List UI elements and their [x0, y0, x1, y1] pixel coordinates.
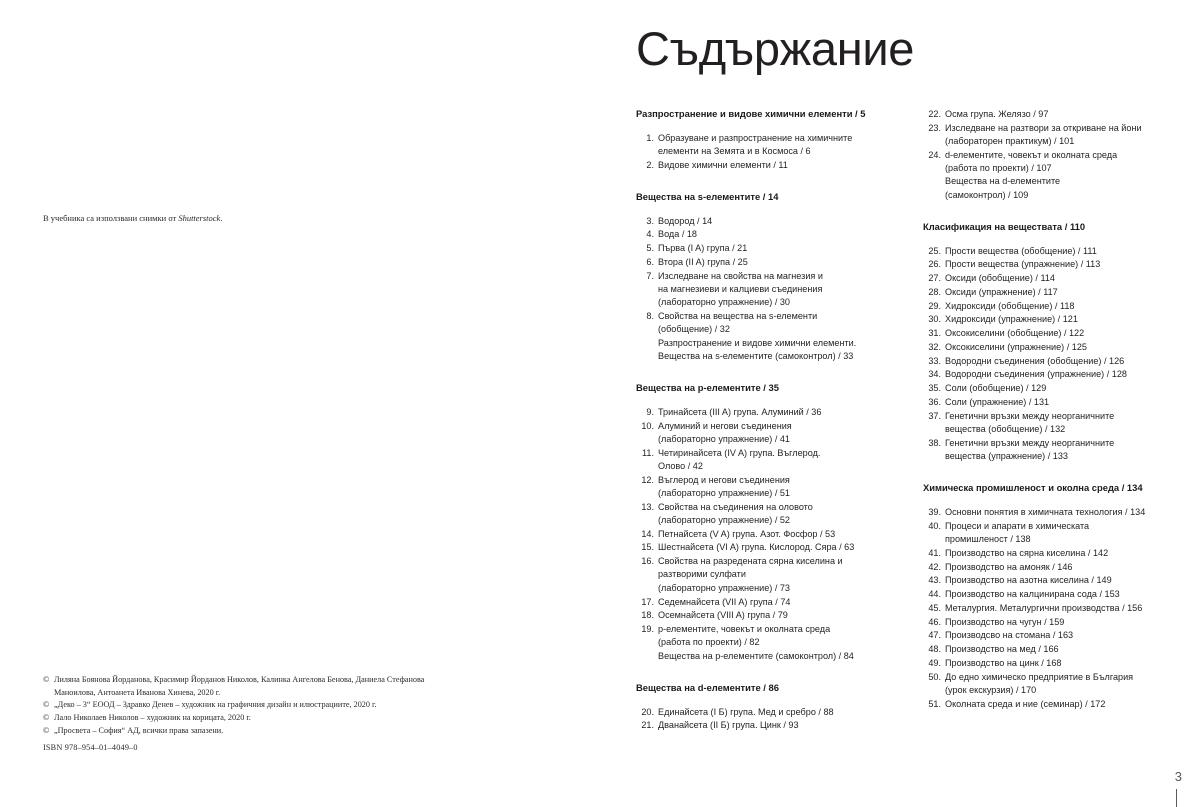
toc-entry-line: разтворими сулфати	[658, 569, 746, 580]
toc-entry-line: Изследване на свойства на магнезия и	[658, 270, 823, 281]
toc-entry[interactable]	[636, 528, 894, 541]
toc-entry-number: 48.	[928, 644, 941, 655]
toc-entry-text	[658, 132, 894, 159]
toc-columns	[636, 108, 1181, 752]
toc-entry-text	[945, 272, 1181, 285]
toc-entry-line: Вещества на p-елементите (самоконтрол) / 84	[658, 650, 854, 661]
toc-entry-text	[658, 420, 894, 447]
toc-entry-text	[658, 256, 894, 269]
toc-entry-number: 35.	[928, 383, 941, 394]
toc-entry[interactable]	[923, 602, 1181, 615]
toc-entry-line: (лабораторно упражнение) / 30	[658, 297, 790, 308]
toc-entry[interactable]	[923, 382, 1181, 395]
toc-entry-text	[945, 671, 1181, 698]
toc-entry-line: Осма група. Желязо / 97	[945, 109, 1049, 119]
toc-entry-number: 44.	[928, 589, 941, 600]
toc-entry[interactable]	[923, 122, 1181, 149]
toc-entry-line: p-елементите, човекът и околната среда	[658, 624, 831, 635]
toc-entry-text	[945, 327, 1181, 340]
toc-entry-number: 15.	[641, 542, 654, 553]
toc-entry-line: Вода / 18	[658, 229, 697, 240]
toc-entry-text	[658, 215, 894, 228]
toc-entry-number: 30.	[928, 314, 941, 325]
toc-section-heading: Вещества на d-елементите / 86	[636, 681, 779, 693]
toc-entry[interactable]	[923, 671, 1181, 698]
toc-section-heading: Вещества на p-елементите / 35	[636, 382, 779, 394]
toc-entry-text	[658, 474, 894, 501]
toc-entry-text	[945, 108, 1181, 121]
toc-section	[636, 382, 894, 663]
toc-entry-line: (лабораторно упражнение) / 51	[658, 487, 790, 498]
toc-entry[interactable]	[923, 643, 1181, 656]
photo-credit-prefix: В учебника са използвани снимки от	[43, 213, 179, 223]
toc-entry-number: 29.	[928, 300, 941, 311]
toc-entry-line: вещества (упражнение) / 133	[945, 451, 1068, 462]
toc-entry[interactable]	[923, 341, 1181, 354]
toc-entry-text	[658, 609, 894, 622]
toc-entry-number: 42.	[928, 561, 941, 572]
toc-entry-line: Олово / 42	[658, 460, 703, 471]
toc-entry-number: 41.	[928, 547, 941, 558]
toc-entry-list	[923, 245, 1181, 464]
toc-entry-line: Образуване и разпространение на химичните	[658, 132, 853, 143]
toc-entry-number: 1.	[646, 132, 654, 143]
toc-entry-list	[923, 108, 1181, 202]
toc-entry-line: Соли (упражнение) / 131	[945, 396, 1050, 407]
toc-entry-number: 24.	[928, 149, 941, 160]
toc-entry-text	[945, 245, 1181, 258]
toc-entry-number: 17.	[641, 596, 654, 607]
toc-entry-number: 7.	[646, 270, 654, 281]
toc-entry-text	[945, 506, 1181, 519]
toc-entry-line: (лабораторно упражнение) / 41	[658, 433, 790, 444]
toc-entry-number: 45.	[928, 602, 941, 613]
toc-entry-line: d-елементите, човекът и околната среда	[945, 149, 1118, 160]
toc-entry-line: Втора (II A) група / 25	[658, 256, 748, 267]
toc-entry[interactable]	[923, 437, 1181, 464]
toc-entry[interactable]	[636, 596, 894, 609]
toc-entry-text	[945, 410, 1181, 437]
toc-entry-line: (работа по проекти) / 107	[945, 163, 1052, 174]
toc-entry-line: вещества (обобщение) / 132	[945, 424, 1066, 434]
toc-entry[interactable]	[636, 706, 894, 719]
toc-entry-number: 13.	[641, 501, 654, 512]
toc-section	[636, 108, 894, 172]
toc-entry-number: 11.	[642, 447, 654, 458]
toc-entry-number: 10.	[641, 420, 654, 431]
toc-entry-number: 34.	[928, 369, 941, 380]
toc-entry-line: Оксиди (обобщение) / 114	[945, 273, 1055, 284]
toc-entry[interactable]	[636, 310, 894, 363]
toc-entry-line: Металургия. Металургични производства / 156	[945, 602, 1143, 613]
toc-entry-text	[658, 447, 894, 474]
toc-entry-text	[658, 501, 894, 528]
toc-entry[interactable]	[923, 410, 1181, 437]
toc-entry-line: Алуминий и негови съединения	[658, 420, 792, 431]
toc-entry-line: (урок екскурзия) / 170	[945, 684, 1037, 695]
toc-entry[interactable]	[636, 541, 894, 554]
toc-entry[interactable]	[923, 616, 1181, 629]
copyright-line	[43, 725, 463, 738]
toc-entry[interactable]	[636, 555, 894, 595]
toc-entry-line: Хидроксиди (обобщение) / 118	[945, 300, 1075, 311]
copyright-text: Лиляна Боянова Йорданова, Красимир Йорданов Николов, Калинка Ангелова Бенова, Даниела Стефанова Маноилова, Антоанета Иванова Хинева, 2020 г.	[54, 675, 425, 697]
toc-entry-line: Тринайсета (III A) група. Алуминий / 36	[658, 406, 822, 417]
toc-entry[interactable]	[636, 501, 894, 528]
toc-entry[interactable]	[636, 159, 894, 172]
toc-entry-list	[636, 215, 894, 363]
toc-entry-line: Оксиди (упражнение) / 117	[945, 286, 1058, 297]
toc-entry-line: Прости вещества (упражнение) / 113	[945, 259, 1101, 270]
toc-entry[interactable]	[636, 609, 894, 622]
toc-entry-number: 36.	[928, 396, 941, 407]
toc-entry-text	[945, 629, 1181, 642]
toc-entry-line: Видове химични елементи / 11	[658, 159, 788, 170]
toc-entry-text	[658, 310, 894, 363]
copyright-text: Лало Николаев Николов – художник на корицата, 2020 г.	[54, 713, 251, 723]
toc-entry-line: Водородни съединения (упражнение) / 128	[945, 369, 1127, 380]
toc-entry[interactable]	[923, 520, 1181, 547]
toc-entry-line: Дванайсета (II Б) група. Цинк / 93	[658, 720, 799, 731]
toc-entry-number: 51.	[928, 698, 941, 709]
toc-entry-text	[945, 643, 1181, 656]
toc-entry-line: Водородни съединения (обобщение) / 126	[945, 355, 1125, 366]
toc-entry-line: Производство на амоняк / 146	[945, 561, 1073, 572]
toc-entry[interactable]	[923, 355, 1181, 368]
page-number-rule	[1176, 789, 1177, 807]
toc-entry-line: Разпространение и видове химични елементи.	[658, 337, 857, 348]
toc-entry-line: Въглерод и негови съединения	[658, 474, 790, 485]
toc-entry-line: Вещества на d-елементите	[945, 176, 1061, 187]
toc-entry-line: Производство на чугун / 159	[945, 616, 1065, 627]
toc-entry-number: 18.	[641, 610, 654, 621]
toc-entry-number: 21.	[641, 720, 654, 731]
copyright-line	[43, 699, 463, 712]
toc-entry-text	[658, 623, 894, 663]
toc-entry[interactable]	[636, 623, 894, 663]
toc-entry-text	[945, 313, 1181, 326]
toc-entry-text	[945, 574, 1181, 587]
toc-entry-line: Оксокиселини (обобщение) / 122	[945, 328, 1085, 339]
copyright-block	[43, 674, 463, 738]
toc-entry-text	[658, 528, 894, 541]
copyright-symbol-icon: ©	[43, 675, 50, 684]
toc-entry[interactable]	[923, 300, 1181, 313]
toc-entry-line: Единайсета (I Б) група. Мед и сребро / 88	[658, 706, 834, 717]
toc-entry[interactable]	[923, 657, 1181, 670]
copyright-symbol-icon: ©	[43, 700, 50, 710]
toc-entry[interactable]	[923, 149, 1181, 202]
isbn-text: ISBN 978–954–01–4049–0	[43, 743, 138, 752]
toc-section-heading: Химическа промишленост и околна среда / 134	[923, 482, 1143, 494]
copyright-line	[43, 712, 463, 725]
toc-entry-text	[945, 657, 1181, 670]
toc-section	[636, 191, 894, 363]
toc-entry-line: Производство на цинк / 168	[945, 657, 1062, 668]
toc-entry[interactable]	[923, 108, 1181, 121]
toc-entry-number: 26.	[928, 259, 941, 270]
toc-entry-number: 49.	[928, 657, 941, 668]
toc-entry-text	[658, 719, 894, 732]
toc-section	[636, 682, 894, 733]
toc-entry[interactable]	[923, 561, 1181, 574]
page-title: Съдържание	[636, 22, 915, 75]
toc-entry-line: Осемнайсета (VIII A) група / 79	[658, 610, 788, 621]
toc-entry[interactable]	[923, 258, 1181, 271]
toc-entry-line: (лабораторен практикум) / 101	[945, 136, 1075, 147]
toc-entry-line: Генетични връзки между неорганичните	[945, 410, 1115, 421]
right-page	[600, 0, 1200, 807]
toc-entry-number: 9.	[646, 406, 654, 417]
toc-entry[interactable]	[923, 698, 1181, 711]
toc-entry[interactable]	[923, 547, 1181, 560]
toc-entry-number: 23.	[928, 122, 941, 133]
toc-entry[interactable]	[636, 474, 894, 501]
toc-entry-text	[658, 242, 894, 255]
toc-entry-number: 16.	[641, 556, 654, 567]
toc-entry[interactable]	[636, 406, 894, 419]
toc-entry-number: 46.	[928, 616, 941, 627]
toc-entry-number: 37.	[928, 410, 941, 421]
toc-entry-text	[945, 396, 1181, 409]
toc-column-left	[636, 108, 894, 752]
toc-entry-number: 32.	[928, 341, 941, 352]
toc-entry-text	[658, 159, 894, 172]
toc-entry-line: Седемнайсета (VII A) група / 74	[658, 596, 791, 607]
toc-entry-number: 40.	[928, 520, 941, 531]
toc-entry-list	[636, 132, 894, 172]
toc-section-heading: Разпространение и видове химични елементи / 5	[636, 108, 866, 119]
toc-entry-text	[945, 547, 1181, 560]
toc-entry[interactable]	[636, 256, 894, 269]
toc-entry-number: 4.	[646, 229, 654, 240]
toc-entry[interactable]	[636, 270, 894, 310]
toc-entry-text	[945, 616, 1181, 629]
toc-entry-number: 27.	[928, 273, 941, 284]
toc-entry-line: Процеси и апарати в химическата	[945, 520, 1090, 531]
toc-entry-text	[945, 368, 1181, 381]
toc-entry-line: (обобщение) / 32	[658, 324, 730, 335]
toc-entry-number: 2.	[646, 159, 654, 170]
toc-entry-number: 12.	[641, 474, 654, 485]
copyright-text: „Просвета – София“ АД, всички права запазени.	[54, 725, 224, 735]
toc-entry-line: Соли (обобщение) / 129	[945, 383, 1047, 394]
toc-entry[interactable]	[923, 327, 1181, 340]
toc-entry-line: на магнезиеви и калциеви съединения	[658, 284, 823, 294]
toc-entry-number: 3.	[646, 215, 654, 226]
toc-entry-line: До едно химическо предприятие в България	[945, 671, 1134, 682]
toc-entry-line: Генетични връзки между неорганичните	[945, 437, 1115, 448]
toc-entry-number: 22.	[928, 109, 941, 119]
toc-entry-number: 20.	[641, 706, 654, 717]
toc-entry-list	[923, 506, 1181, 711]
toc-entry-line: (работа по проекти) / 82	[658, 637, 760, 648]
toc-section	[923, 482, 1181, 711]
toc-column-right	[923, 108, 1181, 752]
toc-entry[interactable]	[636, 420, 894, 447]
toc-entry-text	[945, 602, 1181, 615]
toc-entry-text	[658, 406, 894, 419]
toc-entry[interactable]	[923, 286, 1181, 299]
toc-entry[interactable]	[923, 588, 1181, 601]
toc-entry-text	[945, 382, 1181, 395]
toc-entry-line: Първа (I A) група / 21	[658, 243, 748, 254]
toc-entry-line: Прости вещества (обобщение) / 111	[945, 245, 1097, 256]
toc-entry-text	[658, 270, 894, 310]
toc-entry-text	[945, 300, 1181, 313]
toc-entry-text	[945, 355, 1181, 368]
toc-entry-number: 43.	[928, 575, 941, 586]
toc-entry-number: 33.	[928, 355, 941, 366]
toc-entry-line: Производство на мед / 166	[945, 644, 1059, 655]
toc-entry-line: (лабораторно упражнение) / 73	[658, 582, 790, 593]
toc-entry-number: 14.	[641, 528, 654, 539]
toc-entry-line: Шестнайсета (VI A) група. Кислород. Сяра / 63	[658, 542, 855, 553]
toc-entry-text	[945, 122, 1181, 149]
toc-entry-text	[658, 228, 894, 241]
toc-entry-text	[945, 258, 1181, 271]
toc-entry-line: елементи на Земята и в Космоса / 6	[658, 145, 811, 156]
toc-entry-line: Производство на азотна киселина / 149	[945, 575, 1112, 586]
toc-entry-text	[658, 596, 894, 609]
toc-entry-number: 19.	[641, 624, 654, 635]
toc-entry-list	[636, 406, 894, 663]
toc-entry-line: Оксокиселини (упражнение) / 125	[945, 341, 1087, 352]
toc-entry[interactable]	[923, 396, 1181, 409]
toc-section-heading: Класификация на веществата / 110	[923, 220, 1086, 232]
toc-entry-text	[945, 520, 1181, 547]
toc-entry-line: Вещества на s-елементите (самоконтрол) / 33	[658, 350, 854, 361]
toc-entry-line: (самоконтрол) / 109	[945, 189, 1029, 200]
toc-entry-text	[945, 437, 1181, 464]
toc-entry[interactable]	[636, 132, 894, 159]
toc-entry-line: Водород / 14	[658, 215, 713, 226]
page-number: 3	[1174, 769, 1182, 784]
photo-credit-suffix: .	[220, 213, 223, 223]
toc-entry[interactable]	[636, 228, 894, 241]
copyright-line	[43, 674, 463, 699]
toc-entry-number: 47.	[928, 630, 941, 641]
toc-entry-number: 50.	[928, 671, 941, 682]
toc-entry-number: 28.	[928, 286, 941, 297]
toc-entry[interactable]	[923, 313, 1181, 326]
photo-credit-source: Shutterstock	[178, 213, 221, 223]
toc-entry-number: 38.	[928, 437, 941, 448]
toc-entry-number: 31.	[928, 328, 941, 339]
photo-credit-note	[43, 213, 473, 224]
toc-entry-line: Хидроксиди (упражнение) / 121	[945, 314, 1078, 325]
toc-entry[interactable]	[636, 447, 894, 474]
toc-entry-line: Свойства на съединения на оловото	[658, 501, 813, 512]
toc-entry-text	[945, 149, 1181, 202]
toc-entry-line: Свойства на вещества на s-елементи	[658, 311, 818, 322]
toc-entry-text	[945, 588, 1181, 601]
toc-entry-number: 25.	[928, 245, 941, 256]
toc-entry-line: Четиринайсета (IV A) група. Въглерод.	[658, 447, 821, 458]
toc-entry[interactable]	[636, 719, 894, 732]
toc-entry-number: 8.	[646, 311, 654, 322]
toc-entry[interactable]	[923, 574, 1181, 587]
copyright-symbol-icon: ©	[43, 725, 50, 735]
toc-entry[interactable]	[636, 215, 894, 228]
toc-entry[interactable]	[923, 368, 1181, 381]
toc-entry[interactable]	[923, 629, 1181, 642]
toc-entry-line: Производсво на стомана / 163	[945, 630, 1074, 641]
toc-section	[923, 221, 1181, 463]
toc-entry-line: Околната среда и ние (семинар) / 172	[945, 698, 1106, 709]
toc-entry-text	[945, 286, 1181, 299]
toc-entry[interactable]	[923, 272, 1181, 285]
copyright-text: „Деко – 3“ ЕООД – Здравко Денев – художник на графичния дизайн и илюстрациите, 2020 г.	[54, 700, 377, 710]
toc-entry-line: Производство на сярна киселина / 142	[945, 547, 1109, 558]
copyright-symbol-icon: ©	[43, 713, 50, 723]
toc-entry-line: промишленост / 138	[945, 534, 1031, 545]
toc-entry[interactable]	[923, 245, 1181, 258]
toc-entry-line: Производство на калцинирана сода / 153	[945, 589, 1120, 600]
toc-entry-text	[945, 698, 1181, 711]
toc-section	[923, 108, 1181, 202]
toc-entry[interactable]	[636, 242, 894, 255]
toc-entry-number: 5.	[646, 243, 654, 254]
toc-entry-line: (лабораторно упражнение) / 52	[658, 514, 790, 525]
toc-entry-number: 6.	[646, 256, 654, 267]
toc-entry-line: Петнайсета (V A) група. Азот. Фосфор / 53	[658, 528, 836, 539]
toc-entry[interactable]	[923, 506, 1181, 519]
toc-entry-text	[658, 541, 894, 554]
toc-entry-text	[658, 706, 894, 719]
toc-entry-number: 39.	[928, 506, 941, 517]
toc-entry-text	[658, 555, 894, 595]
toc-entry-line: Основни понятия в химичната технология / 134	[945, 506, 1146, 517]
toc-entry-list	[636, 706, 894, 733]
toc-entry-text	[945, 561, 1181, 574]
toc-entry-text	[945, 341, 1181, 354]
toc-section-heading: Вещества на s-елементите / 14	[636, 190, 779, 202]
toc-entry-line: Изследване на разтвори за откриване на йони	[945, 122, 1142, 133]
toc-entry-line: Свойства на разредената сярна киселина и	[658, 556, 843, 567]
